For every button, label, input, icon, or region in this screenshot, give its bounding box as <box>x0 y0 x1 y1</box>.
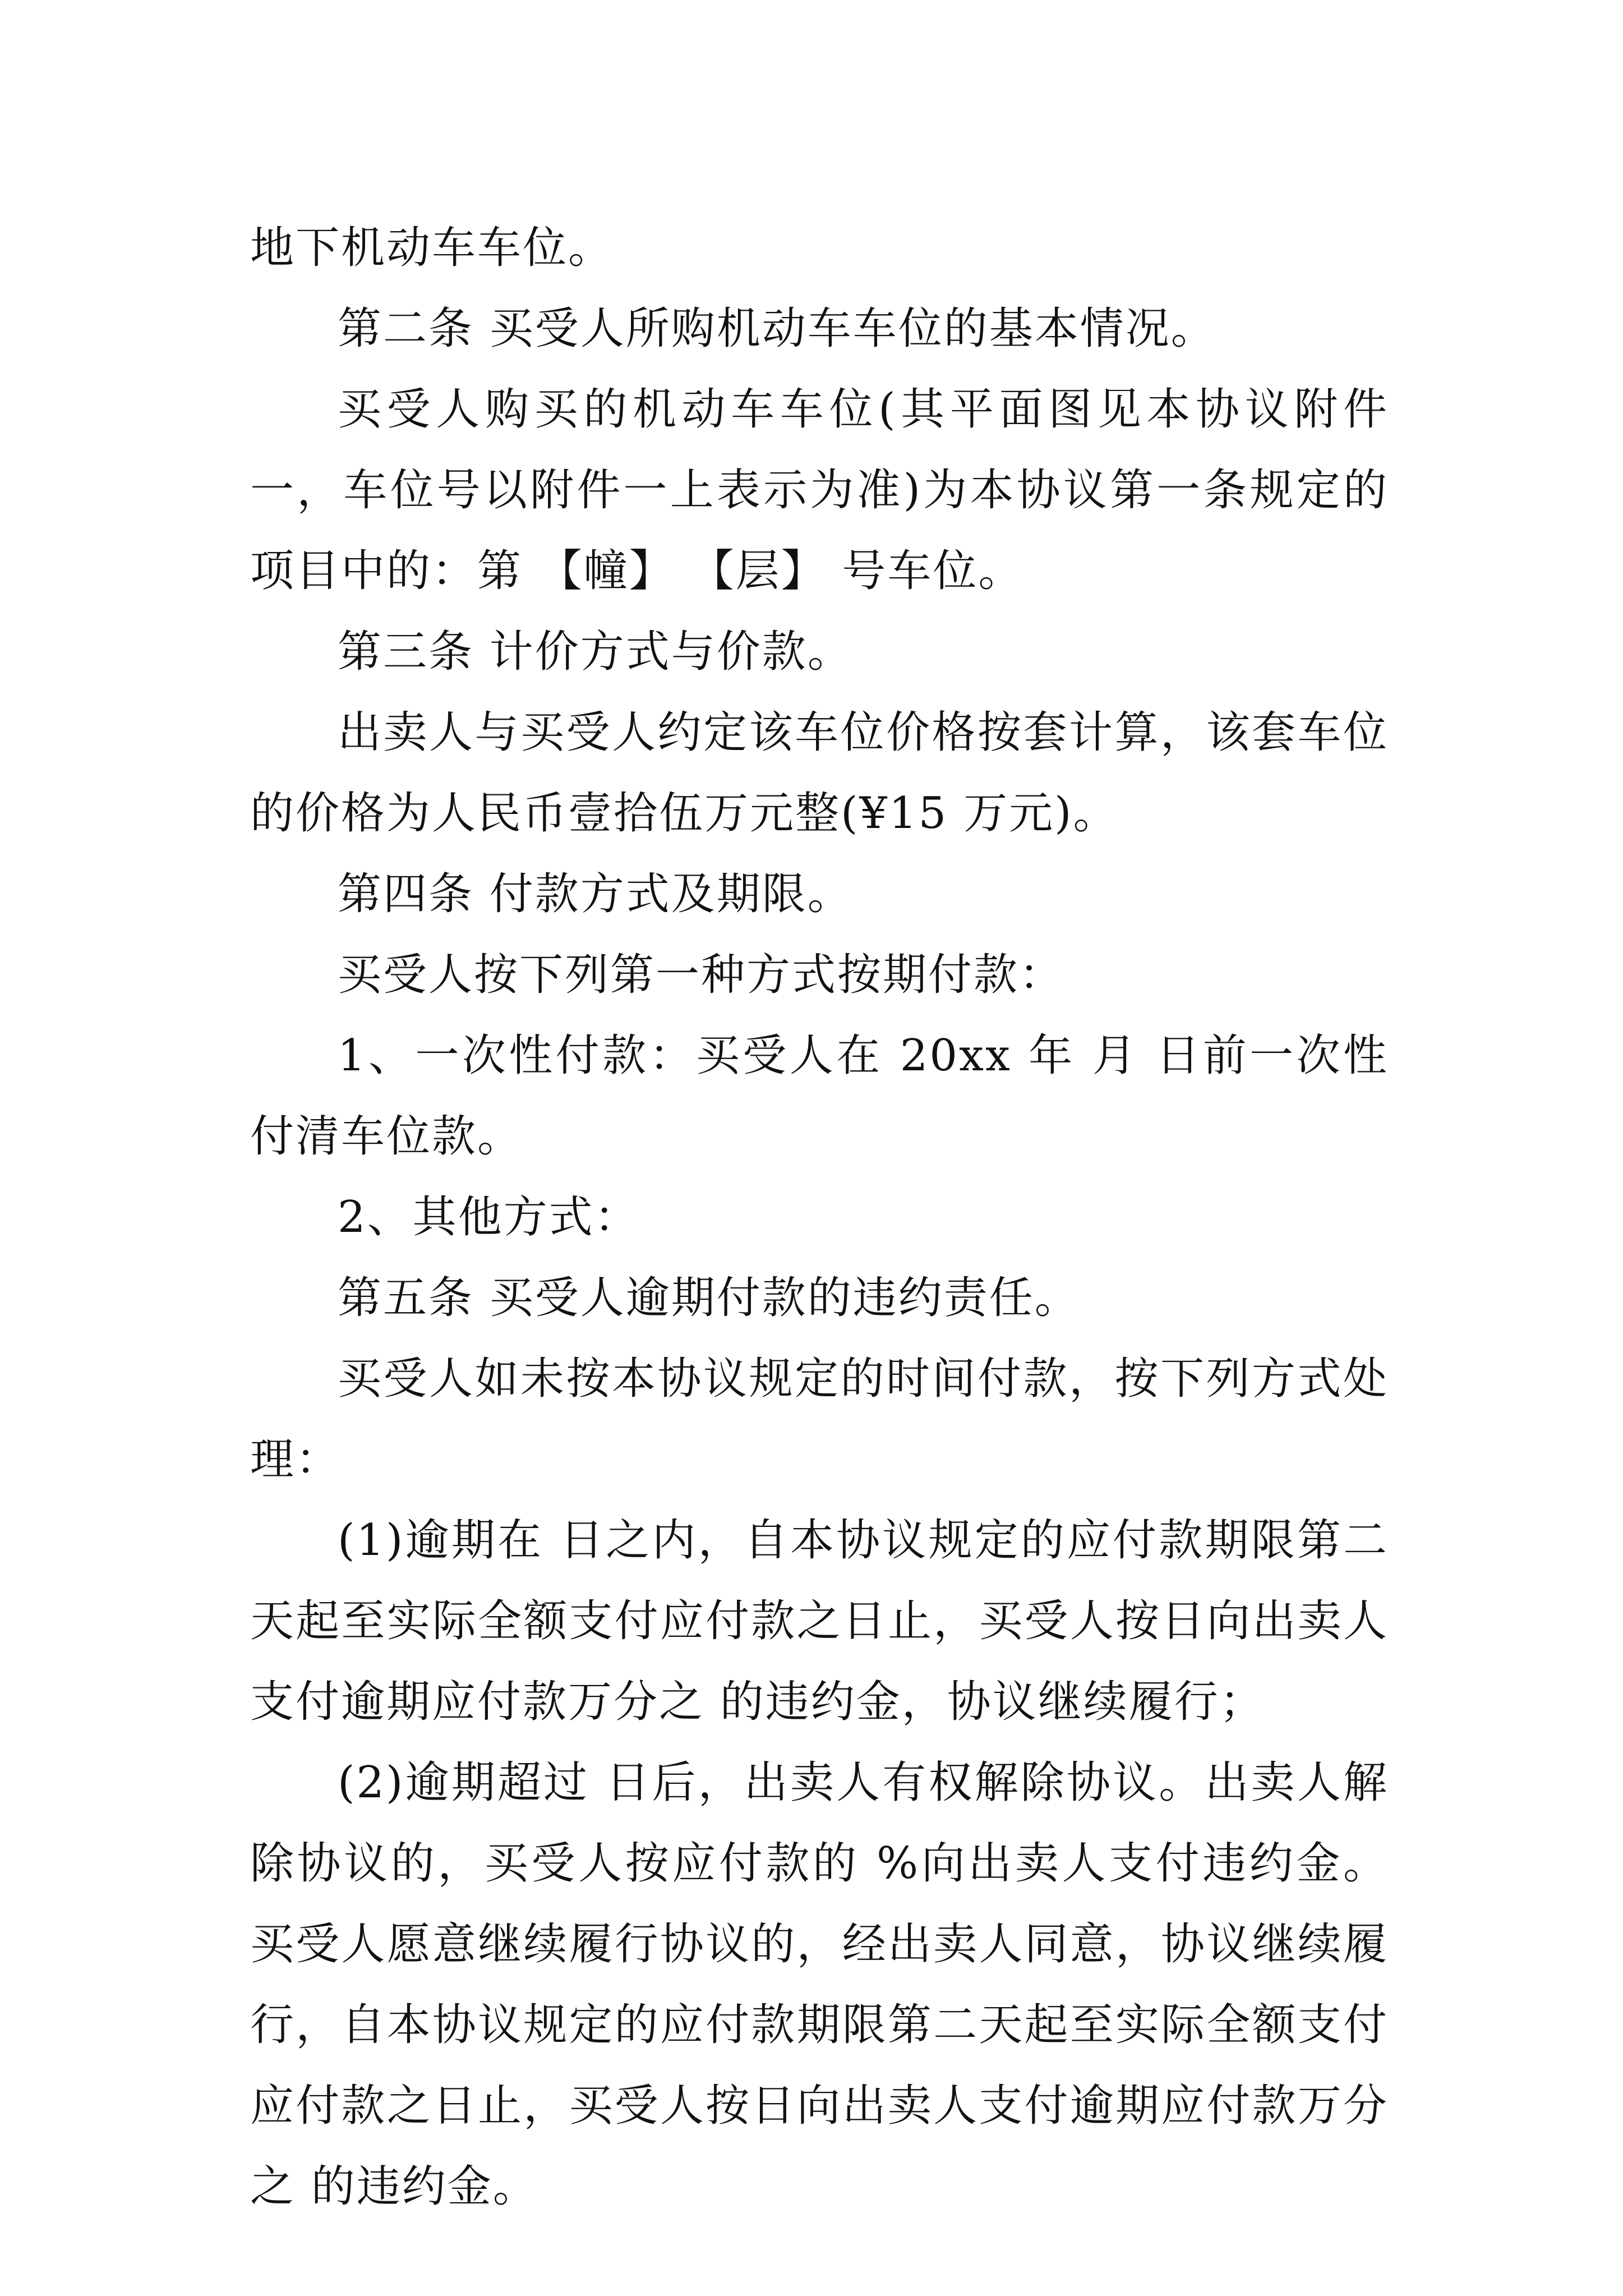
article-4-heading: 第四条 付款方式及期限。 <box>338 869 853 919</box>
article-5-heading: 第五条 买受人逾期付款的违约责任。 <box>338 1273 1080 1323</box>
article-2-heading: 第二条 买受人所购机动车车位的基本情况。 <box>338 303 1216 354</box>
article-3-body: 出卖人与买受人约定该车位价格按套计算，该套车位的价格为人民币壹拾伍万元整(¥15 万元)。 <box>250 707 1389 839</box>
article-3-heading: 第三条 计价方式与价款。 <box>338 627 853 677</box>
document-body <box>250 208 1389 2227</box>
paragraph-continuation: 地下机动车车位。 <box>250 223 614 273</box>
article-2-body: 买受人购买的机动车车位(其平面图见本协议附件一，车位号以附件一上表示为准)为本协议第一条规定的项目中的：第 【幢】 【层】 号车位。 <box>250 384 1389 596</box>
article-5-intro: 买受人如未按本协议规定的时间付款，按下列方式处理： <box>250 1354 1389 1485</box>
article-5-item-2: (2)逾期超过 日后，出卖人有权解除协议。出卖人解除协议的，买受人按应付款的 %向出卖人支付违约金。买受人愿意继续履行协议的，经出卖人同意，协议继续履行，自本协议规定的应付款期限第二天起至实际全额支付应付款之日止，买受人按日向出卖人支付逾期应付款万分之 的违约金。 <box>250 1757 1389 2212</box>
article-5-item-1: (1)逾期在 日之内，自本协议规定的应付款期限第二天起至实际全额支付应付款之日止，买受人按日向出卖人支付逾期应付款万分之 的违约金，协议继续履行； <box>250 1515 1389 1727</box>
payment-option-1: 1、一次性付款：买受人在 20xx 年 月 日前一次性付清车位款。 <box>250 1030 1389 1162</box>
payment-option-2: 2、其他方式： <box>338 1192 640 1243</box>
article-4-intro: 买受人按下列第一种方式按期付款： <box>338 950 1065 1000</box>
